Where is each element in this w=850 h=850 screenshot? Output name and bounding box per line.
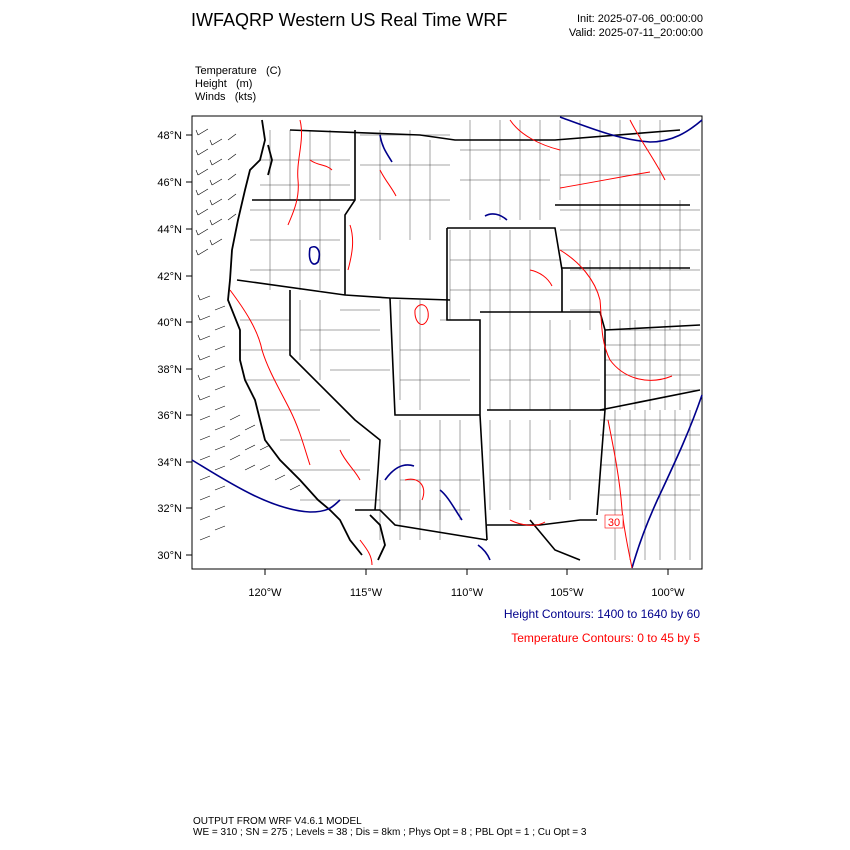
lon-labels [248,587,685,599]
init-time: Init: 2025-07-06_00:00:00 [577,13,703,25]
lon-label-120: 120°W [248,587,282,599]
height-contour-legend: Height Contours: 1400 to 1640 by 60 [503,607,700,621]
lat-label-46: 46°N [157,177,182,189]
lat-label-40: 40°N [157,317,182,329]
field-winds-unit: (kts) [234,91,257,103]
lat-label-32: 32°N [157,503,182,515]
field-height-name: Height [195,78,227,90]
lat-ticks [186,135,192,555]
contour-label: 30 [607,517,621,529]
field-height-unit: (m) [235,78,253,90]
lat-label-38: 38°N [157,364,182,376]
lat-label-44: 44°N [157,224,182,236]
lon-label-100: 100°W [651,587,685,599]
model-info-line2: WE = 310 ; SN = 275 ; Levels = 38 ; Dis = 8km ; Phys Opt = 8 ; PBL Opt = 1 ; Cu Opt = 3 [193,827,587,838]
lon-label-115: 115°W [349,587,383,599]
lat-label-48: 48°N [157,130,182,142]
lat-label-34: 34°N [157,457,182,469]
plot-title: IWFAQRP Western US Real Time WRF [191,10,508,30]
field-temperature-unit: (C) [265,65,282,77]
lat-label-36: 36°N [157,410,182,422]
temperature-contour-legend: Temperature Contours: 0 to 45 by 5 [511,631,700,645]
lon-ticks [265,569,668,575]
lat-label-42: 42°N [157,271,182,283]
field-temperature-name: Temperature [195,65,257,77]
lon-label-110: 110°W [450,587,484,599]
lat-labels [157,130,182,562]
lon-label-105: 105°W [550,587,584,599]
field-winds-name: Winds [195,91,226,103]
valid-time: Valid: 2025-07-11_20:00:00 [568,27,703,39]
lat-label-30: 30°N [157,550,182,562]
model-info-line1: OUTPUT FROM WRF V4.6.1 MODEL [193,816,362,827]
